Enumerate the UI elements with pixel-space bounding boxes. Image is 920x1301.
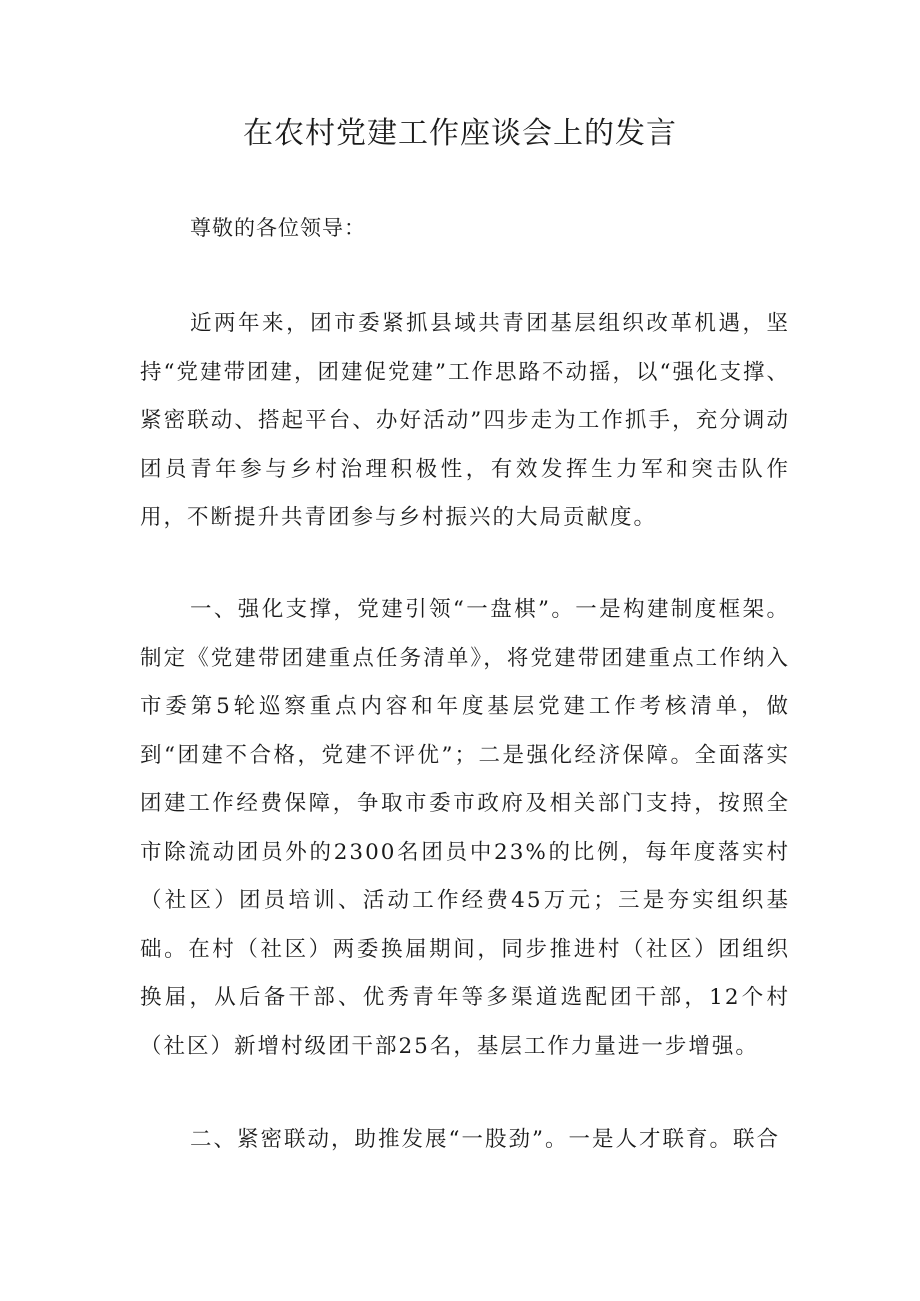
document-title: 在农村党建工作座谈会上的发言 xyxy=(243,116,677,151)
salutation: 尊敬的各位领导： xyxy=(190,216,366,240)
paragraph-section-two: 二、紧密联动，助推发展“一股劲”。一是人才联育。联合 xyxy=(190,1127,780,1152)
paragraph-intro: 近两年来，团市委紧抓县域共青团基层组织改革机遇，坚持“党建带团建，团建促党建”工作思路不动摇，以“强化支撑、紧密联动、搭起平台、办好活动”四步走为工作抓手，充分调动团员青年参与乡村治理积极性，有效发挥生力军和突击队作用，不断提升共青团参与乡村振兴的大局贡献度。 xyxy=(140,311,790,530)
paragraph-section-one: 一、强化支撑，党建引领“一盘棋”。一是构建制度框架。制定《党建带团建重点任务清单》，将党建带团建重点工作纳入市委第5轮巡察重点内容和年度基层党建工作考核清单，做到“团建不合格，党建不评优”；二是强化经济保障。全面落实团建工作经费保障，争取市委市政府及相关部门支持，按照全市除流动团员外的2300名团员中23%的比例，每年度落实村（社区）团员培训、活动工作经费45万元；三是夯实组织基础。在村（社区）两委换届期间，同步推进村（社区）团组织换届，从后备干部、优秀青年等多渠道选配团干部，12个村（社区）新增村级团干部25名，基层工作力量进一步增强。 xyxy=(140,597,790,1059)
